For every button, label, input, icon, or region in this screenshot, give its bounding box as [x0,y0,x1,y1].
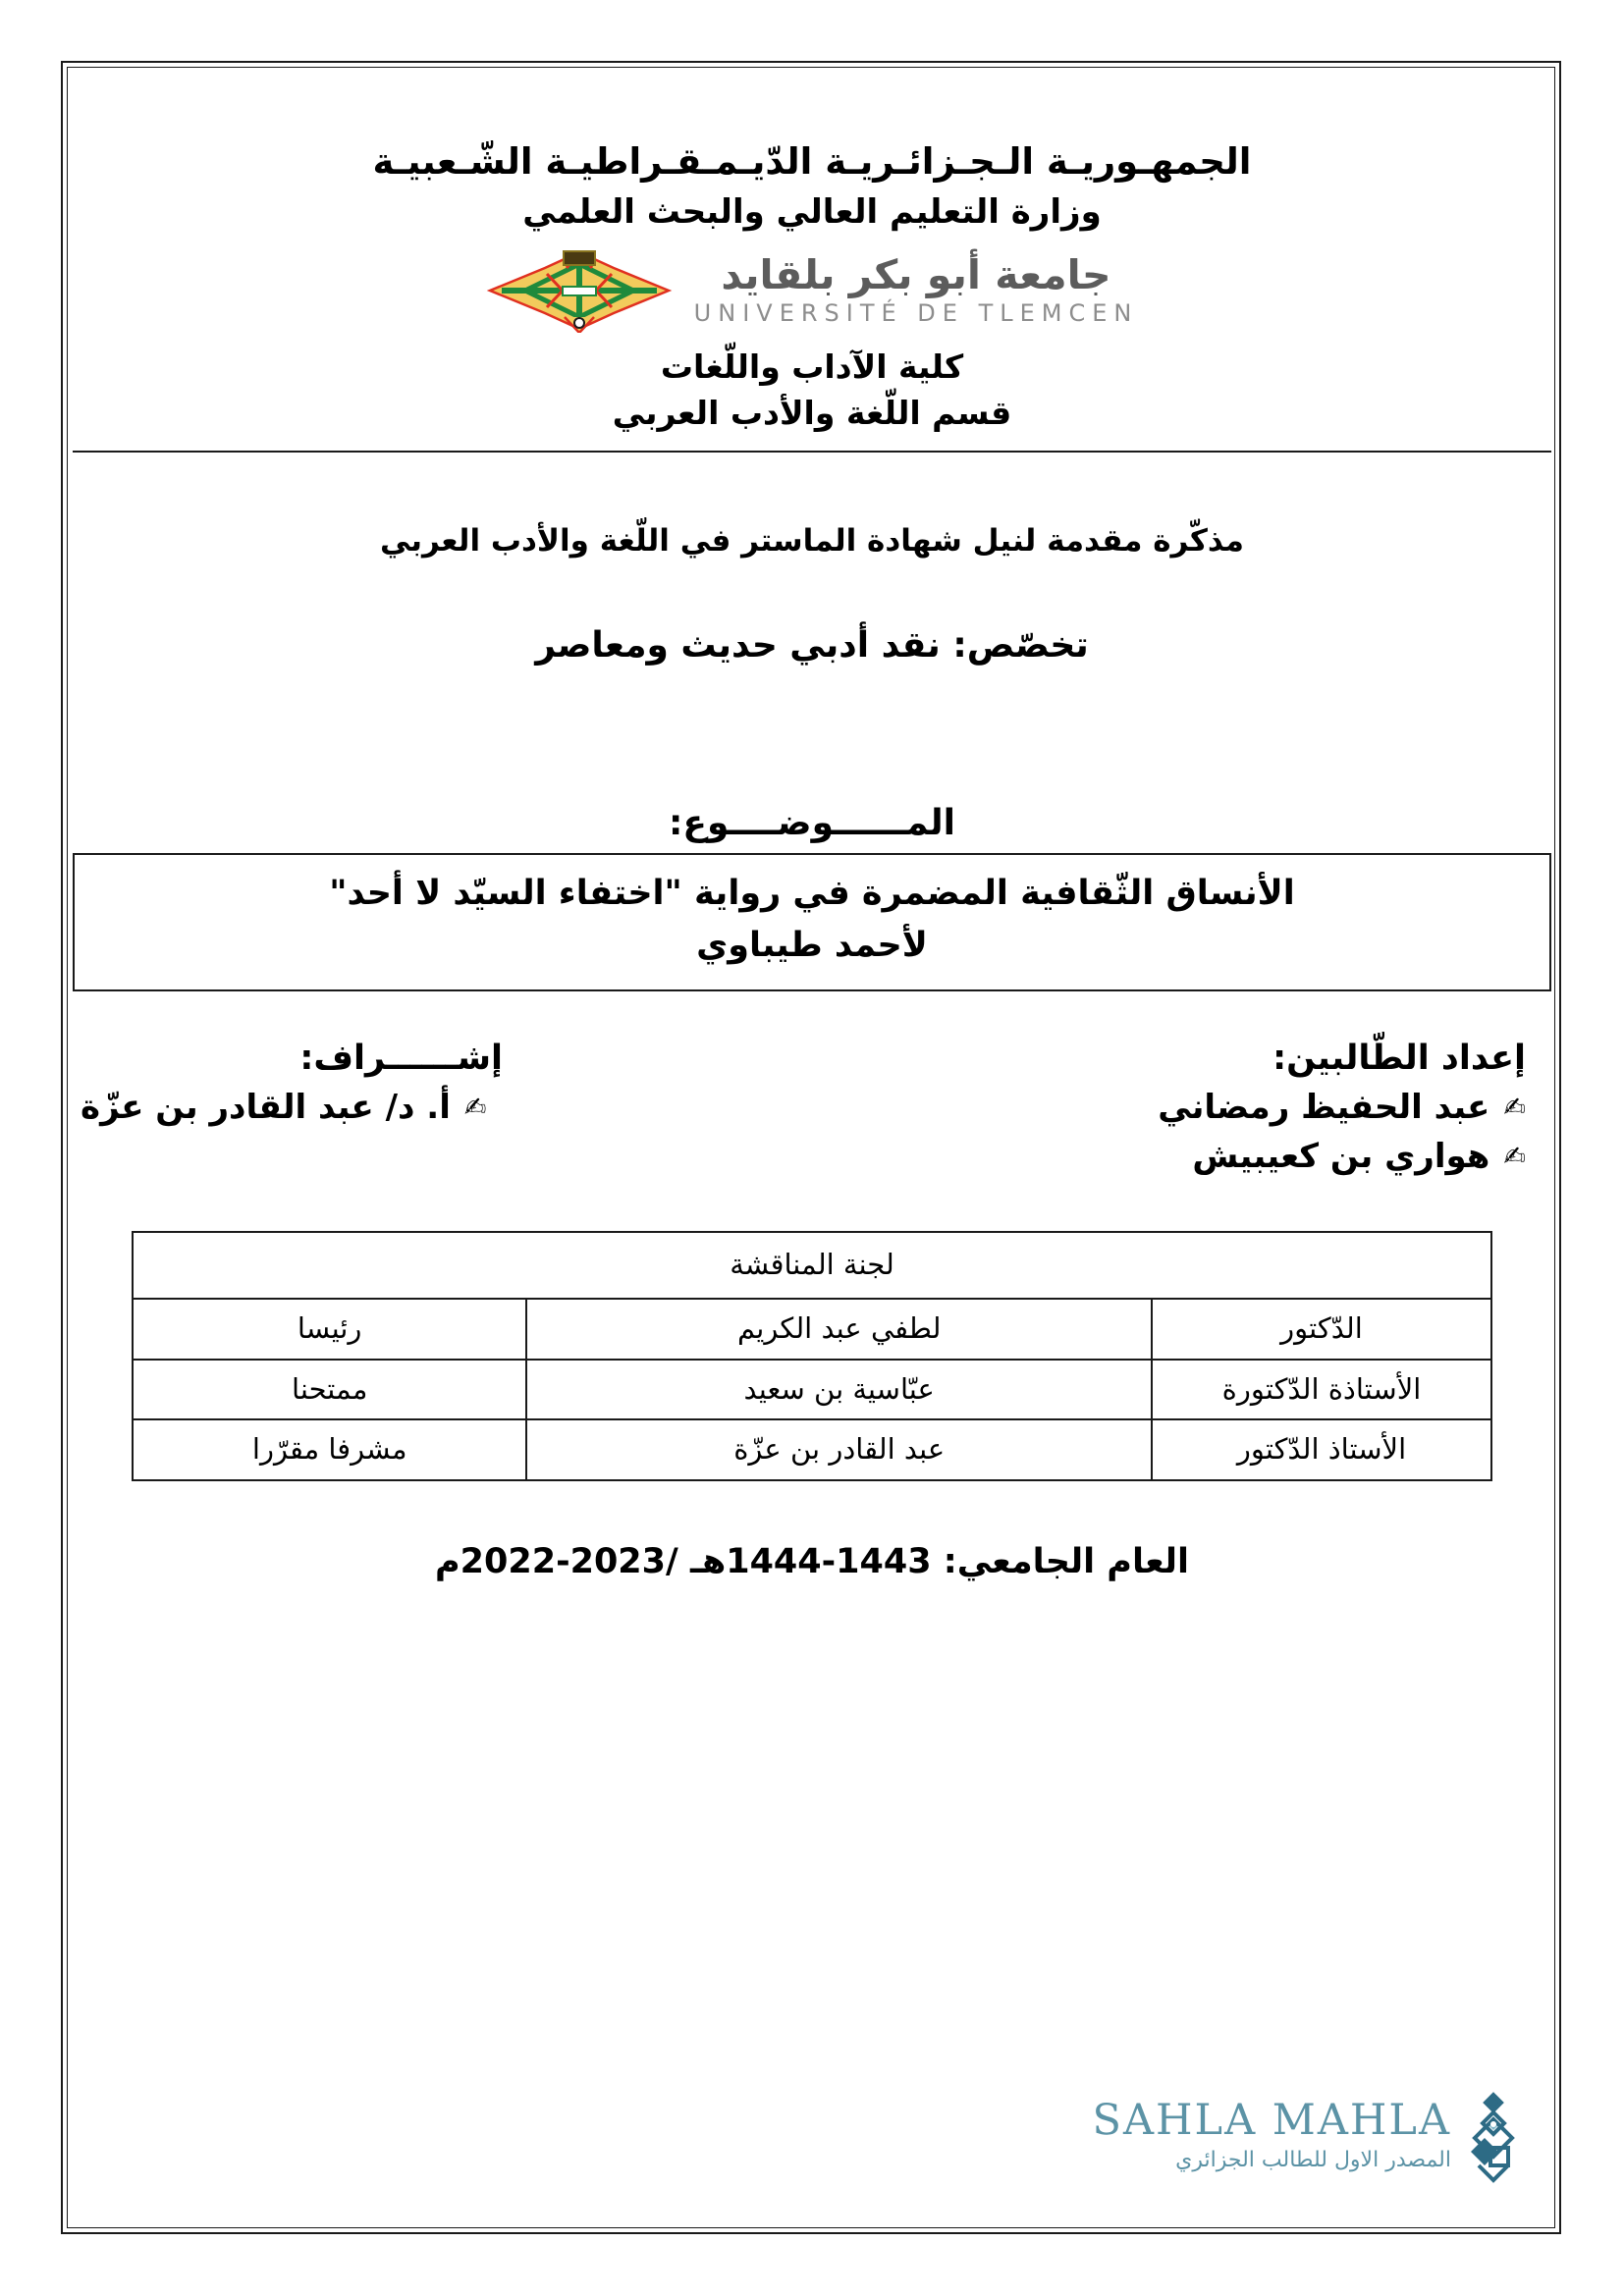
table-row [133,1360,1491,1420]
watermark [1093,2089,1526,2183]
jury-table-title: لجنة المناقشة [133,1232,1491,1299]
student-entry [1104,1088,1526,1127]
supervisor-entry [81,1088,503,1127]
degree-statement: مذكّرة مقدمة لنيل شهادة الماستر في اللّغة والأدب العربي [380,522,1244,559]
student-name: هواري بن كعيبيش [1192,1137,1490,1177]
faculty-name: كلية الآداب واللّغات [660,347,964,387]
jury-rank: مشرفا مقرّرا [133,1419,526,1480]
university-name-arabic: جامعة أبو بكر بلقايد [721,250,1111,298]
jury-rank: ممتحنا [133,1360,526,1420]
university-name-french: UNIVERSITÉ DE TLEMCEN [693,298,1139,327]
watermark-tagline: المصدر الاول للطالب الجزائري [1175,2148,1451,2172]
department-name: قسم اللّغة والأدب العربي [612,393,1012,432]
jury-role: الدّكتور [1152,1299,1491,1360]
jury-name: عبد القادر بن عزّة [526,1419,1152,1480]
student-name: عبد الحفيظ رمضاني [1158,1088,1490,1128]
academic-year: العام الجامعي: 1443-1444هـ /2023-2022م [434,1542,1189,1582]
credits-section [71,1039,1553,1176]
supervisor-column [71,1039,503,1176]
jury-name: عبّاسية بن سعيد [526,1360,1152,1420]
institution-header [73,71,1551,453]
students-column [1104,1039,1553,1176]
cover-page-content [71,71,1553,2224]
supervisor-heading: إشــــــراف: [299,1039,503,1079]
jury-role: الأستاذ الدّكتور [1152,1419,1491,1480]
sahla-mahla-logo-icon [1461,2089,1526,2183]
table-row [133,1419,1491,1480]
thesis-title-box [73,853,1551,992]
watermark-text [1092,2096,1451,2172]
students-heading: إعداد الطّالبين: [1272,1039,1526,1079]
table-row-header [133,1232,1491,1299]
pen-icon: ✍ [1503,1093,1526,1124]
jury-table [132,1231,1492,1481]
jury-role: الأستاذة الدّكتورة [1152,1360,1491,1420]
ministry-title: وزارة التعليم العالي والبحث العلمي [522,191,1102,232]
student-entry [1104,1137,1526,1176]
pen-icon: ✍ [1503,1142,1526,1173]
jury-name: لطفي عبد الكريم [526,1299,1152,1360]
jury-table-wrapper [71,1231,1553,1481]
republic-title: الجمهـوريـة الـجـزائـريـة الدّيـمـقـراطيـة الشّـعبيـة [372,140,1252,183]
thesis-title: الأنساق الثّقافية المضمرة في رواية "اختفاء السيّد لا أحد" [329,873,1295,913]
table-row [133,1299,1491,1360]
supervisor-name: أ. د/ عبد القادر بن عزّة [81,1088,451,1128]
jury-rank: رئيسا [133,1299,526,1360]
thesis-work-author: لأحمد طيباوي [696,925,928,965]
subject-label: المــــــوضــــوع: [669,802,955,843]
watermark-brand: SAHLA MAHLA [1092,2096,1451,2145]
university-emblem-icon [486,248,673,333]
university-logo [73,248,1551,333]
university-wordmark [693,250,1139,328]
specialty-line: تخصّص: نقد أدبي حديث ومعاصر [535,624,1089,666]
pen-icon: ✍ [463,1093,487,1124]
